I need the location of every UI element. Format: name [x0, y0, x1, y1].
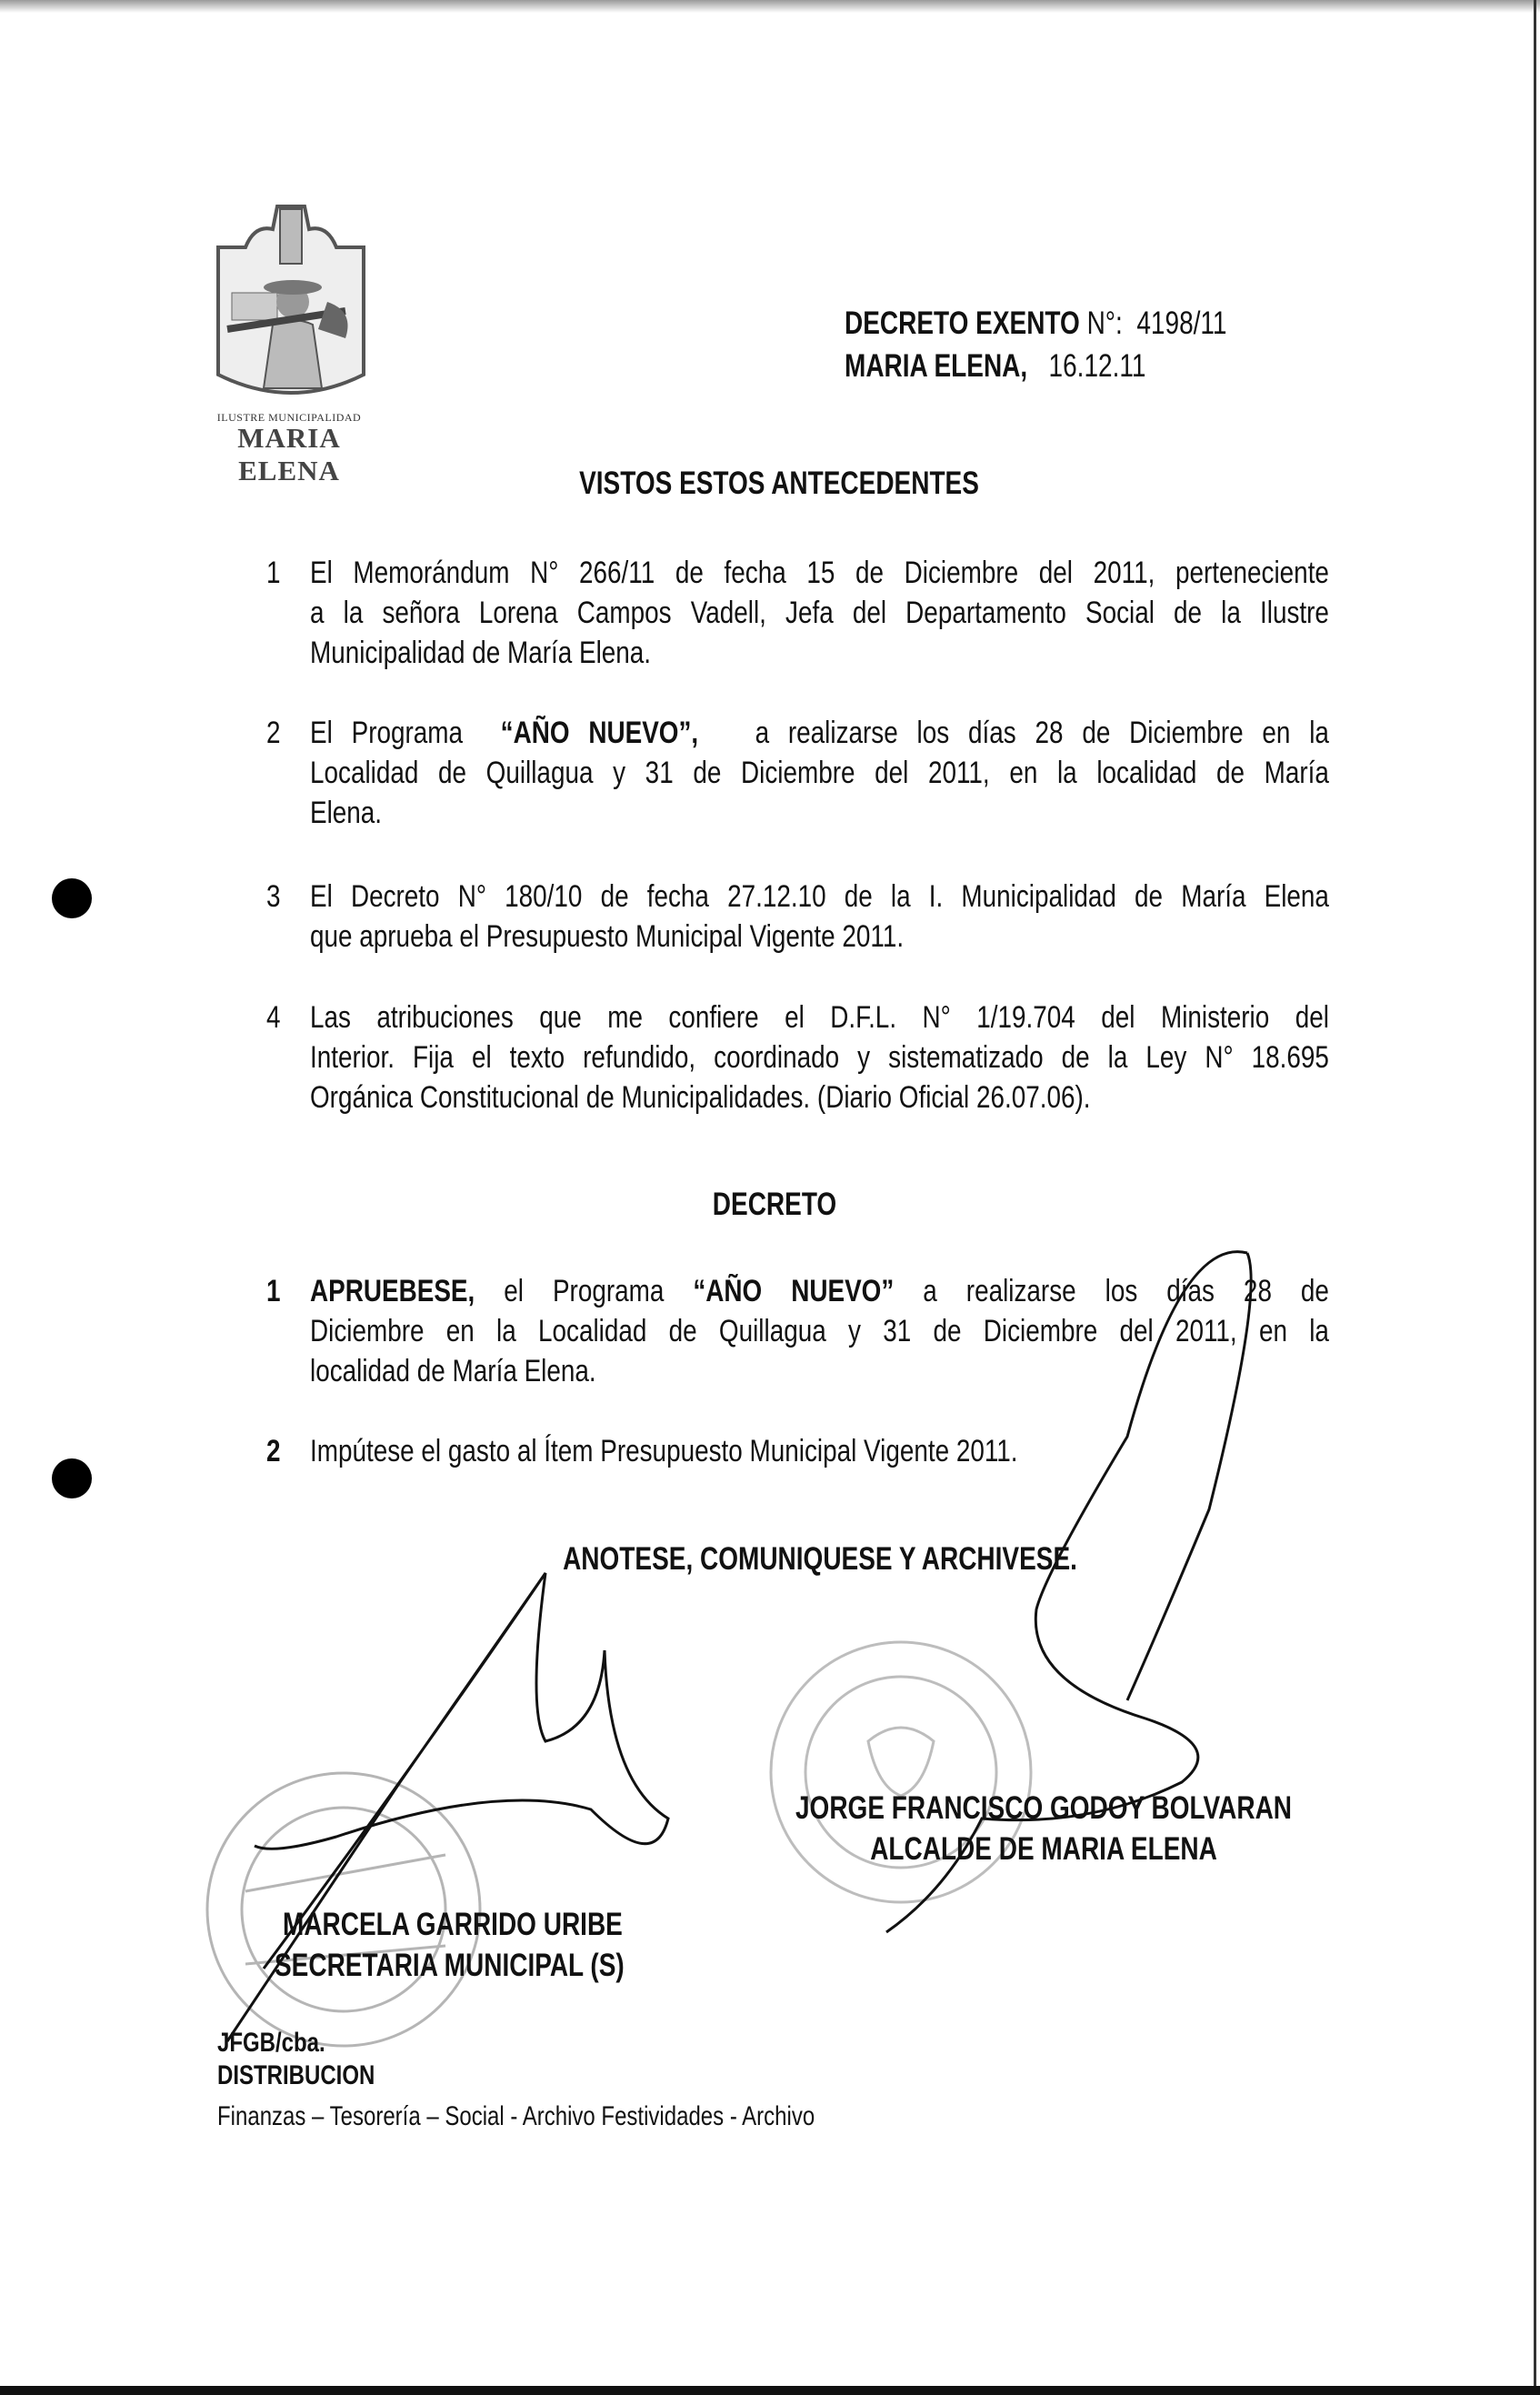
mayor-signature — [886, 1252, 1251, 1932]
text-line: El Decreto N° 180/10 de fecha 27.12.10 de la I. Municipalidad de María Elena — [310, 879, 1329, 914]
text-line: Impútese el gasto al Ítem Presupuesto Municipal Vigente 2011. — [310, 1434, 1018, 1468]
distribution-label: DISTRIBUCION — [217, 2060, 375, 2090]
mayor-name: JORGE FRANCISCO GODOY BOLVARAN — [795, 1790, 1293, 1826]
text-line: Localidad de Quillagua y 31 de Diciembre del 2011, en la localidad de María — [310, 756, 1329, 790]
text-line: a la señora Lorena Campos Vadell, Jefa del Departamento Social de la Ilustre — [310, 596, 1329, 630]
text-line: El Memorándum N° 266/11 de fecha 15 de Diciembre del 2011, perteneciente — [310, 556, 1329, 590]
text-segment: el Programa — [504, 1274, 665, 1308]
closing-formula: ANOTESE, COMUNIQUESE Y ARCHIVESE. — [563, 1541, 1077, 1577]
text-line: Elena. — [310, 796, 383, 830]
approval-word: APRUEBESE, — [310, 1274, 475, 1308]
item-number: 1 — [266, 1274, 281, 1308]
item-number: 1 — [266, 556, 281, 590]
logo-subtitle: ILUSTRE MUNICIPALIDAD — [216, 411, 362, 424]
distribution-list: Finanzas – Tesorería – Social - Archivo Festividades - Archivo — [217, 2101, 815, 2131]
text-segment: a realizarse los días 28 de — [923, 1274, 1329, 1308]
text-line: Municipalidad de María Elena. — [310, 636, 652, 670]
place: MARIA ELENA, — [845, 348, 1028, 384]
secretary-title: SECRETARIA MUNICIPAL (S) — [275, 1948, 625, 1983]
antecedentes-heading: VISTOS ESTOS ANTECEDENTES — [579, 466, 979, 501]
number-label: N°: — [1086, 306, 1123, 341]
logo-title: MARIA ELENA — [237, 422, 341, 486]
decreto-heading: DECRETO — [712, 1187, 837, 1222]
date: 16.12.11 — [1048, 348, 1146, 384]
decree-label: DECRETO EXENTO — [845, 306, 1080, 341]
program-name: “AÑO NUEVO”, — [500, 716, 699, 750]
secretary-signature — [227, 1573, 668, 2041]
text-line: Diciembre en la Localidad de Quillagua y 31 de Diciembre del 2011, en la — [310, 1314, 1329, 1348]
item-number: 2 — [266, 716, 281, 750]
text-segment: a realizarse los días 28 de Diciembre en la — [755, 716, 1329, 750]
text-line: que aprueba el Presupuesto Municipal Vigente 2011. — [310, 919, 905, 954]
text-line: Orgánica Constitucional de Municipalidades. (Diario Oficial 26.07.06). — [310, 1080, 1091, 1115]
program-name: “AÑO NUEVO” — [693, 1274, 895, 1308]
secretary-name: MARCELA GARRIDO URIBE — [283, 1907, 623, 1942]
initials: JFGB/cba. — [217, 2028, 325, 2058]
text-line: Interior. Fija el texto refundido, coordinado y sistematizado de la Ley N° 18.695 — [310, 1040, 1329, 1075]
item-number: 3 — [266, 879, 281, 914]
text-line: localidad de María Elena. — [310, 1354, 596, 1388]
item-number: 2 — [266, 1434, 281, 1468]
decree-number: 4198/11 — [1136, 306, 1227, 341]
mayor-title: ALCALDE DE MARIA ELENA — [870, 1831, 1217, 1867]
item-number: 4 — [266, 1000, 281, 1035]
text-line: Las atribuciones que me confiere el D.F.L. N° 1/19.704 del Ministerio del — [310, 1000, 1329, 1035]
text-segment: El Programa — [310, 716, 464, 750]
